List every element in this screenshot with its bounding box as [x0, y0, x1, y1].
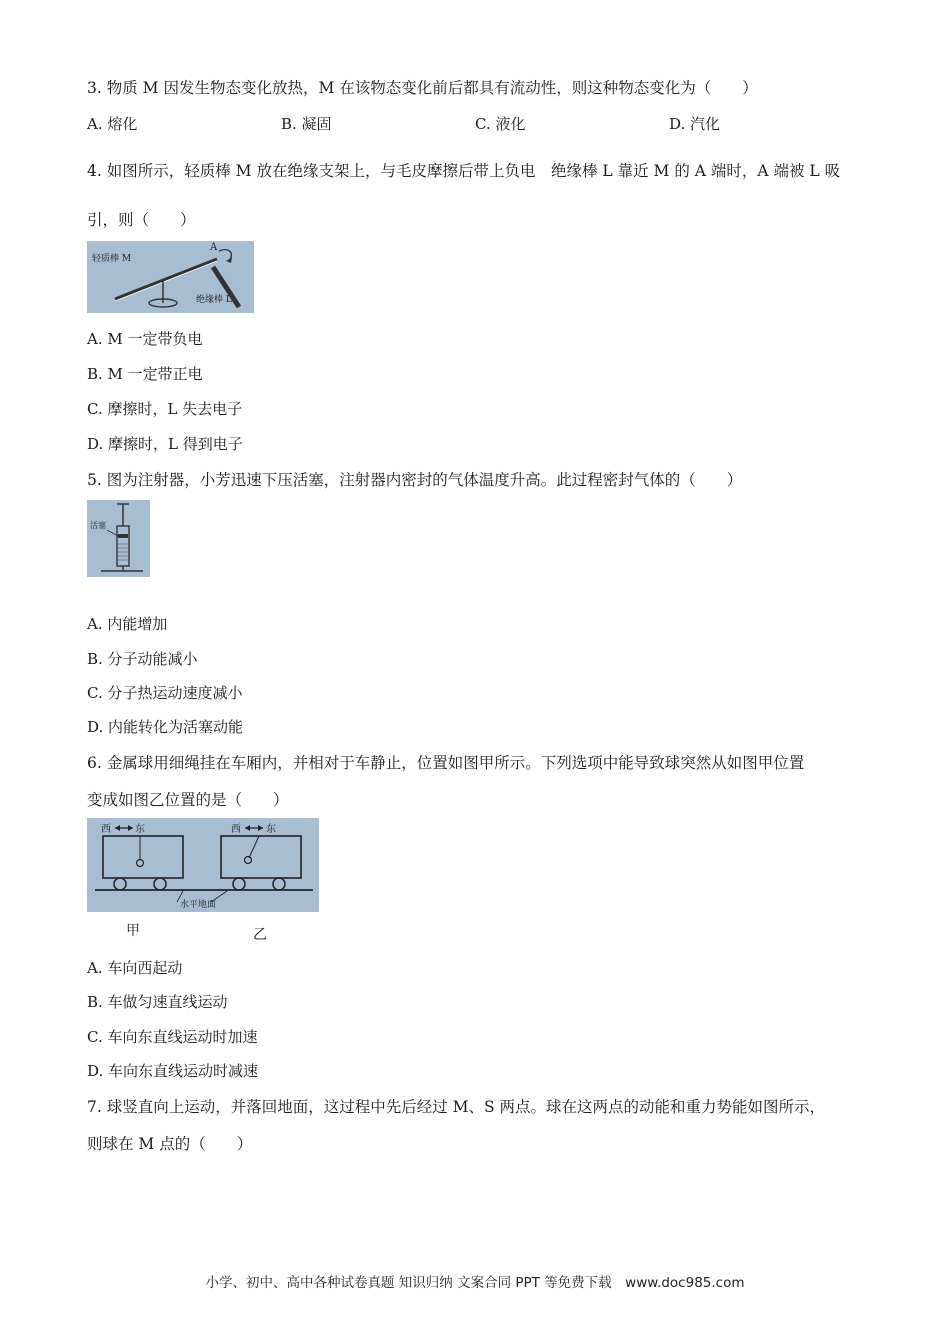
q5-figure-syringe: [87, 500, 150, 577]
q4-option-a: A. M 一定带负电: [87, 330, 203, 348]
q3-option-c: C. 液化: [475, 115, 526, 133]
q4-option-d: D. 摩擦时，L 得到电子: [87, 435, 243, 453]
q6-stem-line2: 变成如图乙位置的是（ ）: [87, 791, 289, 809]
q5-option-d: D. 内能转化为活塞动能: [87, 718, 244, 736]
q6-option-a: A. 车向西起动: [87, 959, 183, 977]
q4-label-rod-l: 绝缘棒 L: [196, 295, 232, 305]
q5-option-a: A. 内能增加: [87, 615, 168, 633]
q6-label-east-1: 东: [135, 824, 145, 835]
q6-option-b: B. 车做匀速直线运动: [87, 993, 228, 1011]
q3-stem: 3. 物质 M 因发生物态变化放热，M 在该物态变化前后都具有流动性，则这种物态变化为（ ）: [87, 79, 758, 97]
q6-stem-line1: 6. 金属球用细绳挂在车厢内，并相对于车静止，位置如图甲所示。下列选项中能导致球突然从如图甲位置: [87, 754, 805, 772]
q4-label-end-a: A: [210, 242, 218, 253]
q4-stem-line1: 4. 如图所示，轻质棒 M 放在绝缘支架上，与毛皮摩擦后带上负电 绝缘棒 L 靠近 M 的 A 端时，A 端被 L 吸: [87, 162, 841, 180]
q6-label-jia: 甲: [126, 923, 140, 939]
q6-label-east-2: 东: [266, 824, 276, 835]
page-footer: 小学、初中、高中各种试卷真题 知识归纳 文案合同 PPT 等免费下载 www.doc985.com: [205, 1275, 745, 1291]
q5-label-piston: 活塞: [90, 521, 106, 530]
q6-label-ground: 水平地面: [180, 900, 217, 910]
q7-stem-line1: 7. 球竖直向上运动，并落回地面，这过程中先后经过 M、S 两点。球在这两点的动能和重力势能如图所示，: [87, 1098, 826, 1116]
q5-option-c: C. 分子热运动速度减小: [87, 684, 243, 702]
q5-stem: 5. 图为注射器，小芳迅速下压活塞，注射器内密封的气体温度升高。此过程密封气体的（ ）: [87, 471, 743, 489]
q7-stem-line2: 则球在 M 点的（ ）: [87, 1135, 253, 1153]
q3-option-a: A. 熔化: [87, 115, 138, 133]
q6-option-d: D. 车向东直线运动时减速: [87, 1062, 259, 1080]
q5-option-b: B. 分子动能减小: [87, 650, 198, 668]
q4-option-c: C. 摩擦时，L 失去电子: [87, 400, 243, 418]
q4-option-b: B. M 一定带正电: [87, 365, 203, 383]
q6-label-west-1: 西: [101, 824, 111, 835]
q4-label-rod-m: 轻质棒 M: [92, 254, 132, 264]
q6-label-yi: 乙: [253, 927, 267, 943]
q6-option-c: C. 车向东直线运动时加速: [87, 1028, 258, 1046]
q6-label-west-2: 西: [231, 824, 241, 835]
q4-figure-rod: [87, 241, 254, 313]
q3-option-d: D. 汽化: [669, 115, 721, 133]
q6-figure-carts: [87, 818, 319, 912]
q3-option-b: B. 凝固: [281, 115, 332, 133]
q4-stem-line2: 引，则（ ）: [87, 211, 196, 229]
